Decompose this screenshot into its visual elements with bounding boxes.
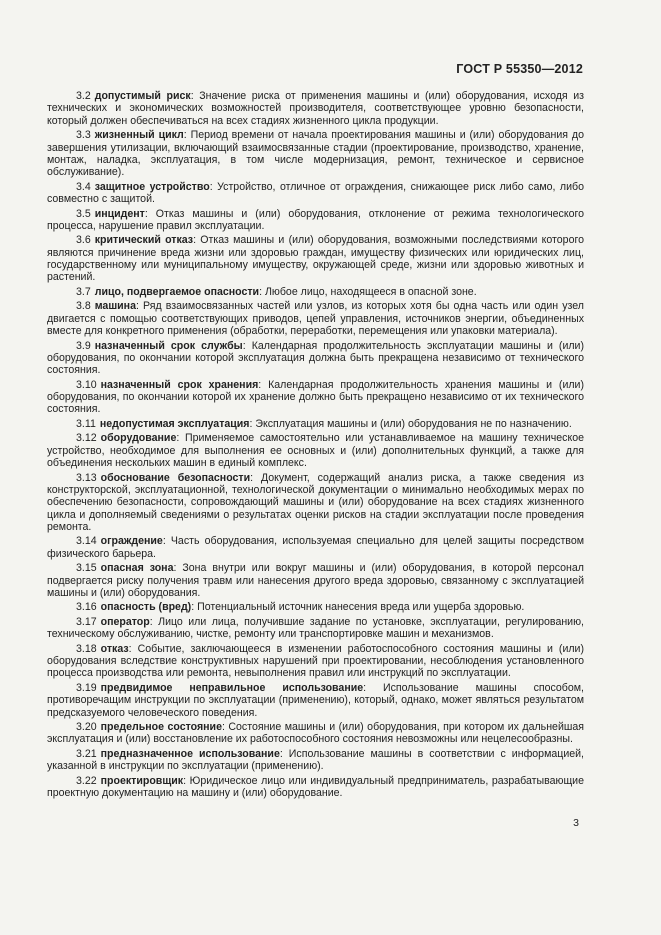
entry-term: проектировщик [100,774,184,787]
entry-term: назначенный срок хранения [100,378,259,391]
entry-term: оператор [100,615,150,628]
definition-entry [47,234,584,283]
definitions-list [47,90,584,802]
entry-number: 3.15 [76,562,97,575]
definition-entry [47,208,584,233]
entry-term: недопустимая эксплуатация [99,417,250,430]
entry-definition: : Применяемое самостоятельно или устанавливаемое на машину техническое устройство, необходимое для выполнения ее основных и (или) дополнительных функций, а также для объединения нескольких машин в единый комплекс. [47,432,584,470]
entry-definition: : Юридическое лицо или индивидуальный предприниматель, разрабатывающие проектную документацию на машину и (или) оборудование. [47,774,584,800]
definition-entry [47,643,584,680]
document-header: ГОСТ Р 55350—2012 [456,62,583,76]
entry-term: оборудование [100,432,177,445]
entry-definition: : Зона внутри или вокруг машины и (или) оборудования, в которой персонал подвергается риску получения травм или нанесения другого вреда здоровью, связанному с эксплуатацией машины и (или) оборудования. [47,562,584,599]
entry-number: 3.22 [76,774,97,787]
entry-number: 3.12 [76,432,97,445]
definition-entry [47,682,584,719]
entry-definition: : Период времени от начала проектирования машины и (или) оборудования до завершения утилизации, включающий взаимосвязанные стадии (проектирование, производство, хранение, монтаж, наладка, эксплуатация, в том числе модернизация, ремонт, техническое и сервисное обслуживание). [47,129,584,179]
definition-entry [47,601,584,613]
entry-number: 3.4 [76,180,91,193]
entry-definition: : Значение риска от применения машины и (или) оборудования, исходя из технических и экономических возможностей производителя, соответствующее уровню безопасности, который должен обеспечиваться на всех стадиях жизненного цикла продукции. [47,90,584,127]
entry-term: опасность (вред) [100,601,192,614]
entry-definition: : Устройство, отличное от ограждения, снижающее риск либо само, либо совместно с защитой. [47,180,584,206]
entry-number: 3.3 [76,129,91,142]
entry-number: 3.17 [76,615,97,628]
entry-number: 3.7 [76,285,91,298]
entry-term: назначенный срок службы [94,339,243,352]
entry-term: жизненный цикл [94,129,184,142]
definition-entry [47,300,584,337]
entry-term: ограждение [100,535,163,548]
entry-number: 3.18 [76,642,97,655]
entry-term: опасная зона [100,562,174,575]
entry-number: 3.6 [76,234,91,247]
entry-term: предельное состояние [100,721,222,734]
entry-definition: : Часть оборудования, используемая специально для целей защиты посредством физического барьера. [47,535,584,560]
definition-entry [47,721,584,746]
entry-definition: : Отказ машины и (или) оборудования, отклонение от режима технологического процесса, нарушение правил эксплуатации. [47,207,584,232]
entry-definition: : Состояние машины и (или) оборудования, при котором их дальнейшая эксплуатация и (или) восстановление их работоспособного состояния невозможны или нецелесообразны. [47,721,584,746]
entry-number: 3.21 [76,747,97,760]
entry-definition: : Документ, содержащий анализ риска, а также сведения из конструкторской, эксплуатационной, технологической документации о минимально необходимых мерах по обеспечению безопасности, сопровождающий машины и (или) оборудование на всех стадиях жизненного цикла и дополняемый сведениями о результатах оценки рисков на стадии эксплуатации после проведения ремонта. [47,471,585,533]
entry-term: предвидимое неправильное использование [100,681,364,694]
definition-entry [47,535,584,560]
entry-term: защитное устройство [94,180,210,193]
definition-entry [47,562,584,599]
page-number: 3 [573,817,579,829]
entry-term: машина [94,300,136,313]
entry-number: 3.16 [76,601,97,614]
definition-entry [47,129,584,178]
entry-term: инцидент [94,207,145,220]
entry-definition: : Любое лицо, находящееся в опасной зоне. [259,285,477,298]
entry-number: 3.20 [76,721,97,734]
entry-definition: : Использование машины в соответствии с информацией, указанной в инструкции по эксплуатации (применению). [47,747,584,773]
definition-entry [47,432,584,469]
entry-number: 3.13 [76,471,97,484]
entry-term: допустимый риск [94,90,191,102]
entry-number: 3.9 [76,339,91,352]
entry-number: 3.14 [76,535,97,548]
entry-number: 3.8 [76,300,91,313]
definition-entry [47,748,584,773]
entry-number: 3.10 [76,378,97,391]
entry-definition: : Календарная продолжительность эксплуатации машины и (или) оборудования, по окончании которой эксплуатация должна быть прекращена независимо от технического состояния. [47,339,584,377]
entry-definition: : Календарная продолжительность хранения машины и (или) оборудования, по окончании которой их хранение должно быть прекращено независимо от их технического состояния. [47,378,584,416]
definition-entry [47,90,584,127]
entry-number: 3.2 [76,90,91,102]
entry-term: отказ [100,642,129,655]
entry-definition: : Использование машины способом, противоречащим инструкции по эксплуатации (применению), который, однако, может являться результатом предсказуемого человеческого поведения. [47,681,584,719]
entry-term: предназначенное использование [100,747,280,760]
entry-term: критический отказ [94,234,194,247]
entry-term: лицо, подвергаемое опасности [94,285,260,298]
entry-definition: : Событие, заключающееся в изменении работоспособного состояния машины и (или) оборудования вследствие конструктивных нарушений при проектировании, несоблюдения установленного процесса производства или ремонта, невыполнения правил или инструкций по эксплуатации. [47,642,584,680]
definition-entry [47,775,584,800]
definition-entry [47,616,584,641]
entry-number: 3.19 [76,681,97,694]
definition-entry [47,418,584,430]
definition-entry [47,286,584,298]
entry-number: 3.5 [76,207,91,220]
entry-definition: : Эксплуатация машины и (или) оборудования не по назначению. [249,417,572,430]
entry-term: обоснование безопасности [100,471,251,484]
entry-definition: : Отказ машины и (или) оборудования, возможными последствиями которого являются причинение вреда жизни или здоровью граждан, имуществу физических или юридических лиц, государственному или муниципальному имуществу, окружающей среде, жизни или здоровью животных и растений. [47,234,584,284]
definition-entry [47,181,584,206]
definition-entry [47,472,584,534]
entry-definition: : Потенциальный источник нанесения вреда или ущерба здоровью. [191,601,525,614]
entry-definition: : Ряд взаимосвязанных частей или узлов, из которых хотя бы одна часть или один узел двигается с помощью соответствующих приводов, цепей управления, источников энергии, объединенных вместе для конкретного применения (обработки, переработки, перемещения или упаковки материала). [47,300,584,338]
definition-entry [47,340,584,377]
entry-definition: : Лицо или лица, получившие задание по установке, эксплуатации, регулированию, техническому обслуживанию, чистке, ремонту или транспортировке машин и механизмов. [47,615,584,641]
entry-number: 3.11 [76,417,96,430]
definition-entry [47,379,584,416]
